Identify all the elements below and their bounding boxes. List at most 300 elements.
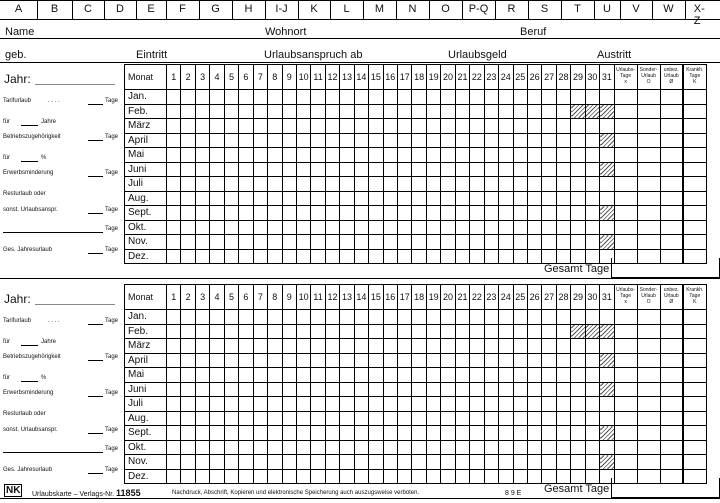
day-cell[interactable] <box>499 353 513 368</box>
day-cell[interactable] <box>181 220 195 235</box>
day-cell[interactable] <box>398 148 412 163</box>
day-cell[interactable] <box>398 90 412 105</box>
day-cell[interactable] <box>426 104 440 119</box>
day-cell[interactable] <box>268 411 282 426</box>
day-cell[interactable] <box>441 220 455 235</box>
day-cell[interactable] <box>585 411 599 426</box>
day-cell[interactable] <box>542 177 556 192</box>
day-cell[interactable] <box>369 104 383 119</box>
day-cell[interactable] <box>571 324 585 339</box>
day-cell[interactable] <box>600 177 614 192</box>
day-cell[interactable] <box>470 310 484 325</box>
day-cell[interactable] <box>600 397 614 412</box>
day-cell[interactable] <box>253 206 267 221</box>
summary-cell[interactable] <box>614 90 637 105</box>
day-cell[interactable] <box>224 411 238 426</box>
index-letter-f[interactable]: F <box>179 3 186 15</box>
day-cell[interactable] <box>383 324 397 339</box>
day-cell[interactable] <box>542 148 556 163</box>
summary-cell[interactable] <box>614 455 637 470</box>
day-cell[interactable] <box>484 455 498 470</box>
day-cell[interactable] <box>527 426 541 441</box>
summary-cell[interactable] <box>660 177 683 192</box>
day-cell[interactable] <box>296 119 310 134</box>
day-cell[interactable] <box>556 310 570 325</box>
day-cell[interactable] <box>455 104 469 119</box>
day-cell[interactable] <box>369 191 383 206</box>
summary-cell[interactable] <box>637 104 660 119</box>
day-cell[interactable] <box>311 119 325 134</box>
day-cell[interactable] <box>181 162 195 177</box>
day-cell[interactable] <box>253 469 267 484</box>
day-cell[interactable] <box>210 133 224 148</box>
day-cell[interactable] <box>253 324 267 339</box>
day-cell[interactable] <box>325 133 339 148</box>
summary-cell[interactable] <box>683 90 706 105</box>
day-cell[interactable] <box>556 177 570 192</box>
day-cell[interactable] <box>585 310 599 325</box>
day-cell[interactable] <box>426 310 440 325</box>
day-cell[interactable] <box>268 104 282 119</box>
day-cell[interactable] <box>369 162 383 177</box>
day-cell[interactable] <box>441 162 455 177</box>
day-cell[interactable] <box>600 133 614 148</box>
day-cell[interactable] <box>311 191 325 206</box>
day-cell[interactable] <box>181 397 195 412</box>
day-cell[interactable] <box>224 324 238 339</box>
day-cell[interactable] <box>340 90 354 105</box>
day-cell[interactable] <box>268 191 282 206</box>
day-cell[interactable] <box>542 324 556 339</box>
day-cell[interactable] <box>369 249 383 264</box>
day-cell[interactable] <box>398 191 412 206</box>
day-cell[interactable] <box>600 235 614 250</box>
day-cell[interactable] <box>412 177 426 192</box>
day-cell[interactable] <box>181 382 195 397</box>
day-cell[interactable] <box>542 368 556 383</box>
side-input-line[interactable] <box>21 155 38 162</box>
day-cell[interactable] <box>224 310 238 325</box>
day-cell[interactable] <box>167 353 181 368</box>
day-cell[interactable] <box>239 133 253 148</box>
day-cell[interactable] <box>600 411 614 426</box>
day-cell[interactable] <box>268 220 282 235</box>
day-cell[interactable] <box>398 324 412 339</box>
day-cell[interactable] <box>470 324 484 339</box>
day-cell[interactable] <box>239 382 253 397</box>
day-cell[interactable] <box>224 235 238 250</box>
side-input-line[interactable] <box>88 318 103 325</box>
day-cell[interactable] <box>499 206 513 221</box>
day-cell[interactable] <box>499 90 513 105</box>
day-cell[interactable] <box>412 310 426 325</box>
day-cell[interactable] <box>600 310 614 325</box>
day-cell[interactable] <box>585 177 599 192</box>
day-cell[interactable] <box>470 397 484 412</box>
jahr-field[interactable] <box>35 84 115 85</box>
day-cell[interactable] <box>426 206 440 221</box>
day-cell[interactable] <box>354 177 368 192</box>
day-cell[interactable] <box>354 397 368 412</box>
day-cell[interactable] <box>484 104 498 119</box>
day-cell[interactable] <box>383 90 397 105</box>
day-cell[interactable] <box>556 455 570 470</box>
day-cell[interactable] <box>167 235 181 250</box>
day-cell[interactable] <box>195 324 209 339</box>
day-cell[interactable] <box>499 310 513 325</box>
day-cell[interactable] <box>398 397 412 412</box>
day-cell[interactable] <box>210 426 224 441</box>
day-cell[interactable] <box>412 249 426 264</box>
day-cell[interactable] <box>239 426 253 441</box>
day-cell[interactable] <box>210 310 224 325</box>
day-cell[interactable] <box>527 206 541 221</box>
day-cell[interactable] <box>600 162 614 177</box>
day-cell[interactable] <box>470 220 484 235</box>
day-cell[interactable] <box>224 133 238 148</box>
day-cell[interactable] <box>441 90 455 105</box>
summary-cell[interactable] <box>683 220 706 235</box>
day-cell[interactable] <box>499 162 513 177</box>
summary-cell[interactable] <box>660 440 683 455</box>
day-cell[interactable] <box>513 455 527 470</box>
day-cell[interactable] <box>426 339 440 354</box>
day-cell[interactable] <box>296 411 310 426</box>
day-cell[interactable] <box>340 119 354 134</box>
day-cell[interactable] <box>542 235 556 250</box>
day-cell[interactable] <box>253 310 267 325</box>
day-cell[interactable] <box>268 90 282 105</box>
day-cell[interactable] <box>296 426 310 441</box>
day-cell[interactable] <box>600 148 614 163</box>
day-cell[interactable] <box>484 324 498 339</box>
day-cell[interactable] <box>398 411 412 426</box>
day-cell[interactable] <box>296 191 310 206</box>
day-cell[interactable] <box>268 440 282 455</box>
day-cell[interactable] <box>282 382 296 397</box>
day-cell[interactable] <box>325 148 339 163</box>
day-cell[interactable] <box>354 191 368 206</box>
day-cell[interactable] <box>354 353 368 368</box>
day-cell[interactable] <box>455 133 469 148</box>
day-cell[interactable] <box>181 104 195 119</box>
day-cell[interactable] <box>571 133 585 148</box>
day-cell[interactable] <box>383 353 397 368</box>
day-cell[interactable] <box>383 310 397 325</box>
day-cell[interactable] <box>412 148 426 163</box>
day-cell[interactable] <box>325 206 339 221</box>
summary-cell[interactable] <box>683 353 706 368</box>
summary-cell[interactable] <box>660 455 683 470</box>
day-cell[interactable] <box>542 440 556 455</box>
day-cell[interactable] <box>296 469 310 484</box>
day-cell[interactable] <box>369 382 383 397</box>
day-cell[interactable] <box>556 339 570 354</box>
day-cell[interactable] <box>239 469 253 484</box>
day-cell[interactable] <box>325 339 339 354</box>
day-cell[interactable] <box>484 440 498 455</box>
day-cell[interactable] <box>556 133 570 148</box>
summary-cell[interactable] <box>683 368 706 383</box>
day-cell[interactable] <box>484 397 498 412</box>
day-cell[interactable] <box>296 235 310 250</box>
summary-cell[interactable] <box>614 191 637 206</box>
summary-cell[interactable] <box>614 440 637 455</box>
day-cell[interactable] <box>354 324 368 339</box>
day-cell[interactable] <box>441 235 455 250</box>
day-cell[interactable] <box>585 191 599 206</box>
summary-cell[interactable] <box>683 382 706 397</box>
day-cell[interactable] <box>167 397 181 412</box>
day-cell[interactable] <box>311 104 325 119</box>
day-cell[interactable] <box>354 455 368 470</box>
summary-cell[interactable] <box>637 324 660 339</box>
day-cell[interactable] <box>253 339 267 354</box>
day-cell[interactable] <box>210 397 224 412</box>
day-cell[interactable] <box>325 368 339 383</box>
day-cell[interactable] <box>340 411 354 426</box>
day-cell[interactable] <box>585 249 599 264</box>
day-cell[interactable] <box>585 235 599 250</box>
day-cell[interactable] <box>210 411 224 426</box>
day-cell[interactable] <box>311 324 325 339</box>
day-cell[interactable] <box>210 382 224 397</box>
day-cell[interactable] <box>181 119 195 134</box>
summary-cell[interactable] <box>683 206 706 221</box>
day-cell[interactable] <box>340 382 354 397</box>
summary-cell[interactable] <box>660 353 683 368</box>
day-cell[interactable] <box>470 191 484 206</box>
day-cell[interactable] <box>224 177 238 192</box>
day-cell[interactable] <box>253 191 267 206</box>
day-cell[interactable] <box>441 440 455 455</box>
day-cell[interactable] <box>571 162 585 177</box>
summary-cell[interactable] <box>683 310 706 325</box>
day-cell[interactable] <box>340 220 354 235</box>
day-cell[interactable] <box>412 235 426 250</box>
day-cell[interactable] <box>311 235 325 250</box>
summary-cell[interactable] <box>637 382 660 397</box>
day-cell[interactable] <box>369 440 383 455</box>
day-cell[interactable] <box>556 235 570 250</box>
day-cell[interactable] <box>239 90 253 105</box>
day-cell[interactable] <box>354 220 368 235</box>
index-letter-u[interactable]: U <box>603 3 611 15</box>
day-cell[interactable] <box>455 162 469 177</box>
day-cell[interactable] <box>571 310 585 325</box>
day-cell[interactable] <box>441 148 455 163</box>
day-cell[interactable] <box>542 397 556 412</box>
day-cell[interactable] <box>556 368 570 383</box>
day-cell[interactable] <box>571 411 585 426</box>
day-cell[interactable] <box>441 310 455 325</box>
day-cell[interactable] <box>484 249 498 264</box>
day-cell[interactable] <box>268 397 282 412</box>
day-cell[interactable] <box>181 411 195 426</box>
day-cell[interactable] <box>513 90 527 105</box>
day-cell[interactable] <box>513 249 527 264</box>
day-cell[interactable] <box>470 455 484 470</box>
day-cell[interactable] <box>239 148 253 163</box>
day-cell[interactable] <box>556 382 570 397</box>
day-cell[interactable] <box>167 339 181 354</box>
day-cell[interactable] <box>571 455 585 470</box>
day-cell[interactable] <box>167 119 181 134</box>
index-letter-o[interactable]: O <box>441 3 450 15</box>
day-cell[interactable] <box>455 90 469 105</box>
day-cell[interactable] <box>383 162 397 177</box>
day-cell[interactable] <box>167 104 181 119</box>
day-cell[interactable] <box>499 455 513 470</box>
day-cell[interactable] <box>585 397 599 412</box>
day-cell[interactable] <box>527 368 541 383</box>
summary-cell[interactable] <box>614 148 637 163</box>
day-cell[interactable] <box>195 119 209 134</box>
day-cell[interactable] <box>484 368 498 383</box>
day-cell[interactable] <box>556 191 570 206</box>
day-cell[interactable] <box>354 426 368 441</box>
day-cell[interactable] <box>426 411 440 426</box>
day-cell[interactable] <box>398 310 412 325</box>
day-cell[interactable] <box>585 324 599 339</box>
day-cell[interactable] <box>296 220 310 235</box>
day-cell[interactable] <box>527 397 541 412</box>
day-cell[interactable] <box>369 206 383 221</box>
day-cell[interactable] <box>167 440 181 455</box>
day-cell[interactable] <box>585 104 599 119</box>
day-cell[interactable] <box>224 162 238 177</box>
day-cell[interactable] <box>455 368 469 383</box>
day-cell[interactable] <box>340 177 354 192</box>
summary-cell[interactable] <box>637 411 660 426</box>
day-cell[interactable] <box>340 440 354 455</box>
day-cell[interactable] <box>239 177 253 192</box>
day-cell[interactable] <box>296 324 310 339</box>
day-cell[interactable] <box>210 368 224 383</box>
day-cell[interactable] <box>296 249 310 264</box>
day-cell[interactable] <box>167 133 181 148</box>
day-cell[interactable] <box>239 455 253 470</box>
day-cell[interactable] <box>513 339 527 354</box>
day-cell[interactable] <box>441 133 455 148</box>
day-cell[interactable] <box>195 397 209 412</box>
summary-cell[interactable] <box>614 177 637 192</box>
day-cell[interactable] <box>311 353 325 368</box>
index-letter-a[interactable]: A <box>14 3 23 15</box>
day-cell[interactable] <box>426 235 440 250</box>
day-cell[interactable] <box>412 104 426 119</box>
day-cell[interactable] <box>571 119 585 134</box>
day-cell[interactable] <box>383 440 397 455</box>
day-cell[interactable] <box>296 148 310 163</box>
summary-cell[interactable] <box>683 133 706 148</box>
index-letter-l[interactable]: L <box>343 3 350 15</box>
day-cell[interactable] <box>398 339 412 354</box>
day-cell[interactable] <box>426 220 440 235</box>
day-cell[interactable] <box>398 353 412 368</box>
jahr-field[interactable] <box>35 304 115 305</box>
day-cell[interactable] <box>412 455 426 470</box>
day-cell[interactable] <box>239 310 253 325</box>
day-cell[interactable] <box>340 310 354 325</box>
summary-cell[interactable] <box>637 148 660 163</box>
side-input-line[interactable] <box>88 247 103 254</box>
day-cell[interactable] <box>455 455 469 470</box>
day-cell[interactable] <box>181 235 195 250</box>
day-cell[interactable] <box>600 206 614 221</box>
day-cell[interactable] <box>398 235 412 250</box>
day-cell[interactable] <box>600 119 614 134</box>
summary-cell[interactable] <box>614 119 637 134</box>
day-cell[interactable] <box>253 382 267 397</box>
day-cell[interactable] <box>542 133 556 148</box>
summary-cell[interactable] <box>660 133 683 148</box>
day-cell[interactable] <box>499 426 513 441</box>
day-cell[interactable] <box>455 382 469 397</box>
day-cell[interactable] <box>369 133 383 148</box>
day-cell[interactable] <box>296 339 310 354</box>
day-cell[interactable] <box>325 411 339 426</box>
summary-cell[interactable] <box>683 191 706 206</box>
summary-cell[interactable] <box>637 220 660 235</box>
day-cell[interactable] <box>470 411 484 426</box>
day-cell[interactable] <box>311 206 325 221</box>
day-cell[interactable] <box>600 368 614 383</box>
day-cell[interactable] <box>282 90 296 105</box>
day-cell[interactable] <box>441 177 455 192</box>
day-cell[interactable] <box>268 368 282 383</box>
day-cell[interactable] <box>354 339 368 354</box>
day-cell[interactable] <box>398 249 412 264</box>
day-cell[interactable] <box>585 133 599 148</box>
day-cell[interactable] <box>282 220 296 235</box>
summary-cell[interactable] <box>614 368 637 383</box>
summary-cell[interactable] <box>683 104 706 119</box>
day-cell[interactable] <box>354 133 368 148</box>
day-cell[interactable] <box>470 382 484 397</box>
day-cell[interactable] <box>542 353 556 368</box>
day-cell[interactable] <box>441 353 455 368</box>
day-cell[interactable] <box>412 119 426 134</box>
day-cell[interactable] <box>340 104 354 119</box>
summary-cell[interactable] <box>660 339 683 354</box>
day-cell[interactable] <box>282 426 296 441</box>
day-cell[interactable] <box>441 324 455 339</box>
day-cell[interactable] <box>585 368 599 383</box>
day-cell[interactable] <box>585 382 599 397</box>
day-cell[interactable] <box>210 191 224 206</box>
day-cell[interactable] <box>455 191 469 206</box>
day-cell[interactable] <box>600 440 614 455</box>
day-cell[interactable] <box>282 191 296 206</box>
day-cell[interactable] <box>527 148 541 163</box>
day-cell[interactable] <box>253 397 267 412</box>
day-cell[interactable] <box>311 440 325 455</box>
day-cell[interactable] <box>470 177 484 192</box>
day-cell[interactable] <box>311 469 325 484</box>
day-cell[interactable] <box>268 310 282 325</box>
day-cell[interactable] <box>484 220 498 235</box>
day-cell[interactable] <box>195 469 209 484</box>
day-cell[interactable] <box>354 206 368 221</box>
day-cell[interactable] <box>513 353 527 368</box>
summary-cell[interactable] <box>660 368 683 383</box>
day-cell[interactable] <box>210 90 224 105</box>
day-cell[interactable] <box>426 353 440 368</box>
day-cell[interactable] <box>484 90 498 105</box>
day-cell[interactable] <box>268 469 282 484</box>
day-cell[interactable] <box>470 469 484 484</box>
